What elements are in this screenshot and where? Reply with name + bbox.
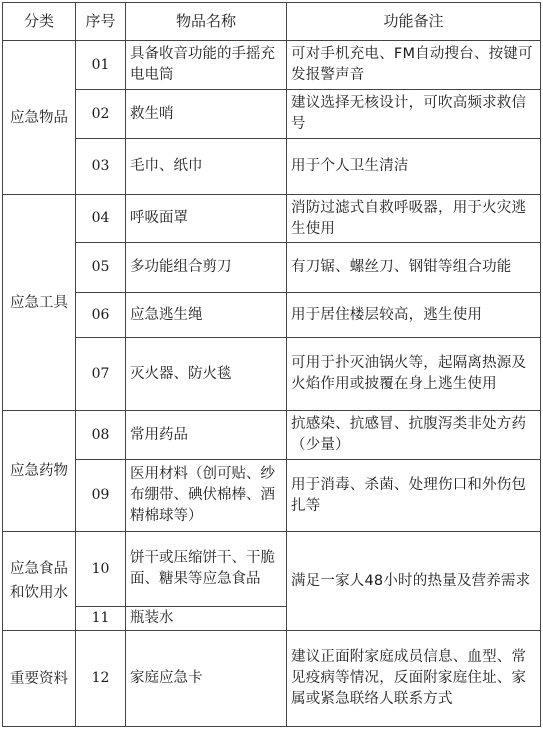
item-note: 用于居住楼层较高，逃生使用 [287, 293, 541, 338]
table-row [3, 41, 541, 90]
emergency-supplies-document [2, 2, 540, 739]
table-row [3, 631, 541, 727]
item-note: 可用于扑灭油锅火等，起隔离热源及火焰作用或披覆在身上逃生使用 [287, 338, 541, 411]
table-row [3, 243, 541, 293]
item-number: 04 [76, 195, 126, 243]
item-note: 有刀锯、螺丝刀、钢钳等组合功能 [287, 243, 541, 293]
item-note: 抗感染、抗感冒、抗腹泻类非处方药（少量） [287, 411, 541, 460]
category-cell: 应急工具 [3, 195, 76, 411]
item-name: 救生哨 [126, 90, 287, 139]
item-number: 02 [76, 90, 126, 139]
item-number: 10 [76, 532, 126, 607]
category-cell: 应急物品 [3, 41, 76, 195]
item-number: 03 [76, 139, 126, 195]
item-name: 具备收音功能的手摇充电电筒 [126, 41, 287, 90]
item-note: 建议选择无核设计，可吹高频求救信号 [287, 90, 541, 139]
item-note: 用于消毒、杀菌、处理伤口和外伤包扎等 [287, 460, 541, 532]
table-row [3, 90, 541, 139]
item-name: 瓶装水 [126, 607, 287, 631]
header-row [3, 3, 541, 41]
item-note: 满足一家人48小时的热量及营养需求 [287, 532, 541, 631]
table-row [3, 532, 541, 607]
item-note: 用于个人卫生清洁 [287, 139, 541, 195]
header-category: 分类 [3, 3, 76, 41]
item-number: 06 [76, 293, 126, 338]
item-name: 饼干或压缩饼干、干脆面、糖果等应急食品 [126, 532, 287, 607]
table-row [3, 293, 541, 338]
item-number: 07 [76, 338, 126, 411]
item-name: 应急逃生绳 [126, 293, 287, 338]
table-row [3, 195, 541, 243]
header-name: 物品名称 [126, 3, 287, 41]
table-row [3, 139, 541, 195]
item-number: 01 [76, 41, 126, 90]
item-name: 多功能组合剪刀 [126, 243, 287, 293]
emergency-supplies-table [2, 2, 541, 727]
table-row [3, 338, 541, 411]
table-row [3, 411, 541, 460]
item-note: 消防过滤式自救呼吸器，用于火灾逃生使用 [287, 195, 541, 243]
item-name: 灭火器、防火毯 [126, 338, 287, 411]
item-name: 医用材料（创可贴、纱布绷带、碘伏棉棒、酒精棉球等） [126, 460, 287, 532]
header-number: 序号 [76, 3, 126, 41]
item-number: 11 [76, 607, 126, 631]
item-number: 08 [76, 411, 126, 460]
item-name: 常用药品 [126, 411, 287, 460]
category-cell: 重要资料 [3, 631, 76, 727]
item-note: 可对手机充电、FM自动搜台、按键可发报警声音 [287, 41, 541, 90]
item-name: 家庭应急卡 [126, 631, 287, 727]
item-note: 建议正面附家庭成员信息、血型、常见疫病等情况，反面附家庭住址、家属或紧急联络人联系方式 [287, 631, 541, 727]
header-note: 功能备注 [287, 3, 541, 41]
item-number: 12 [76, 631, 126, 727]
item-number: 05 [76, 243, 126, 293]
category-cell: 应急食品和饮用水 [3, 532, 76, 631]
table-row [3, 460, 541, 532]
item-name: 毛巾、纸巾 [126, 139, 287, 195]
item-number: 09 [76, 460, 126, 532]
item-name: 呼吸面罩 [126, 195, 287, 243]
category-cell: 应急药物 [3, 411, 76, 532]
